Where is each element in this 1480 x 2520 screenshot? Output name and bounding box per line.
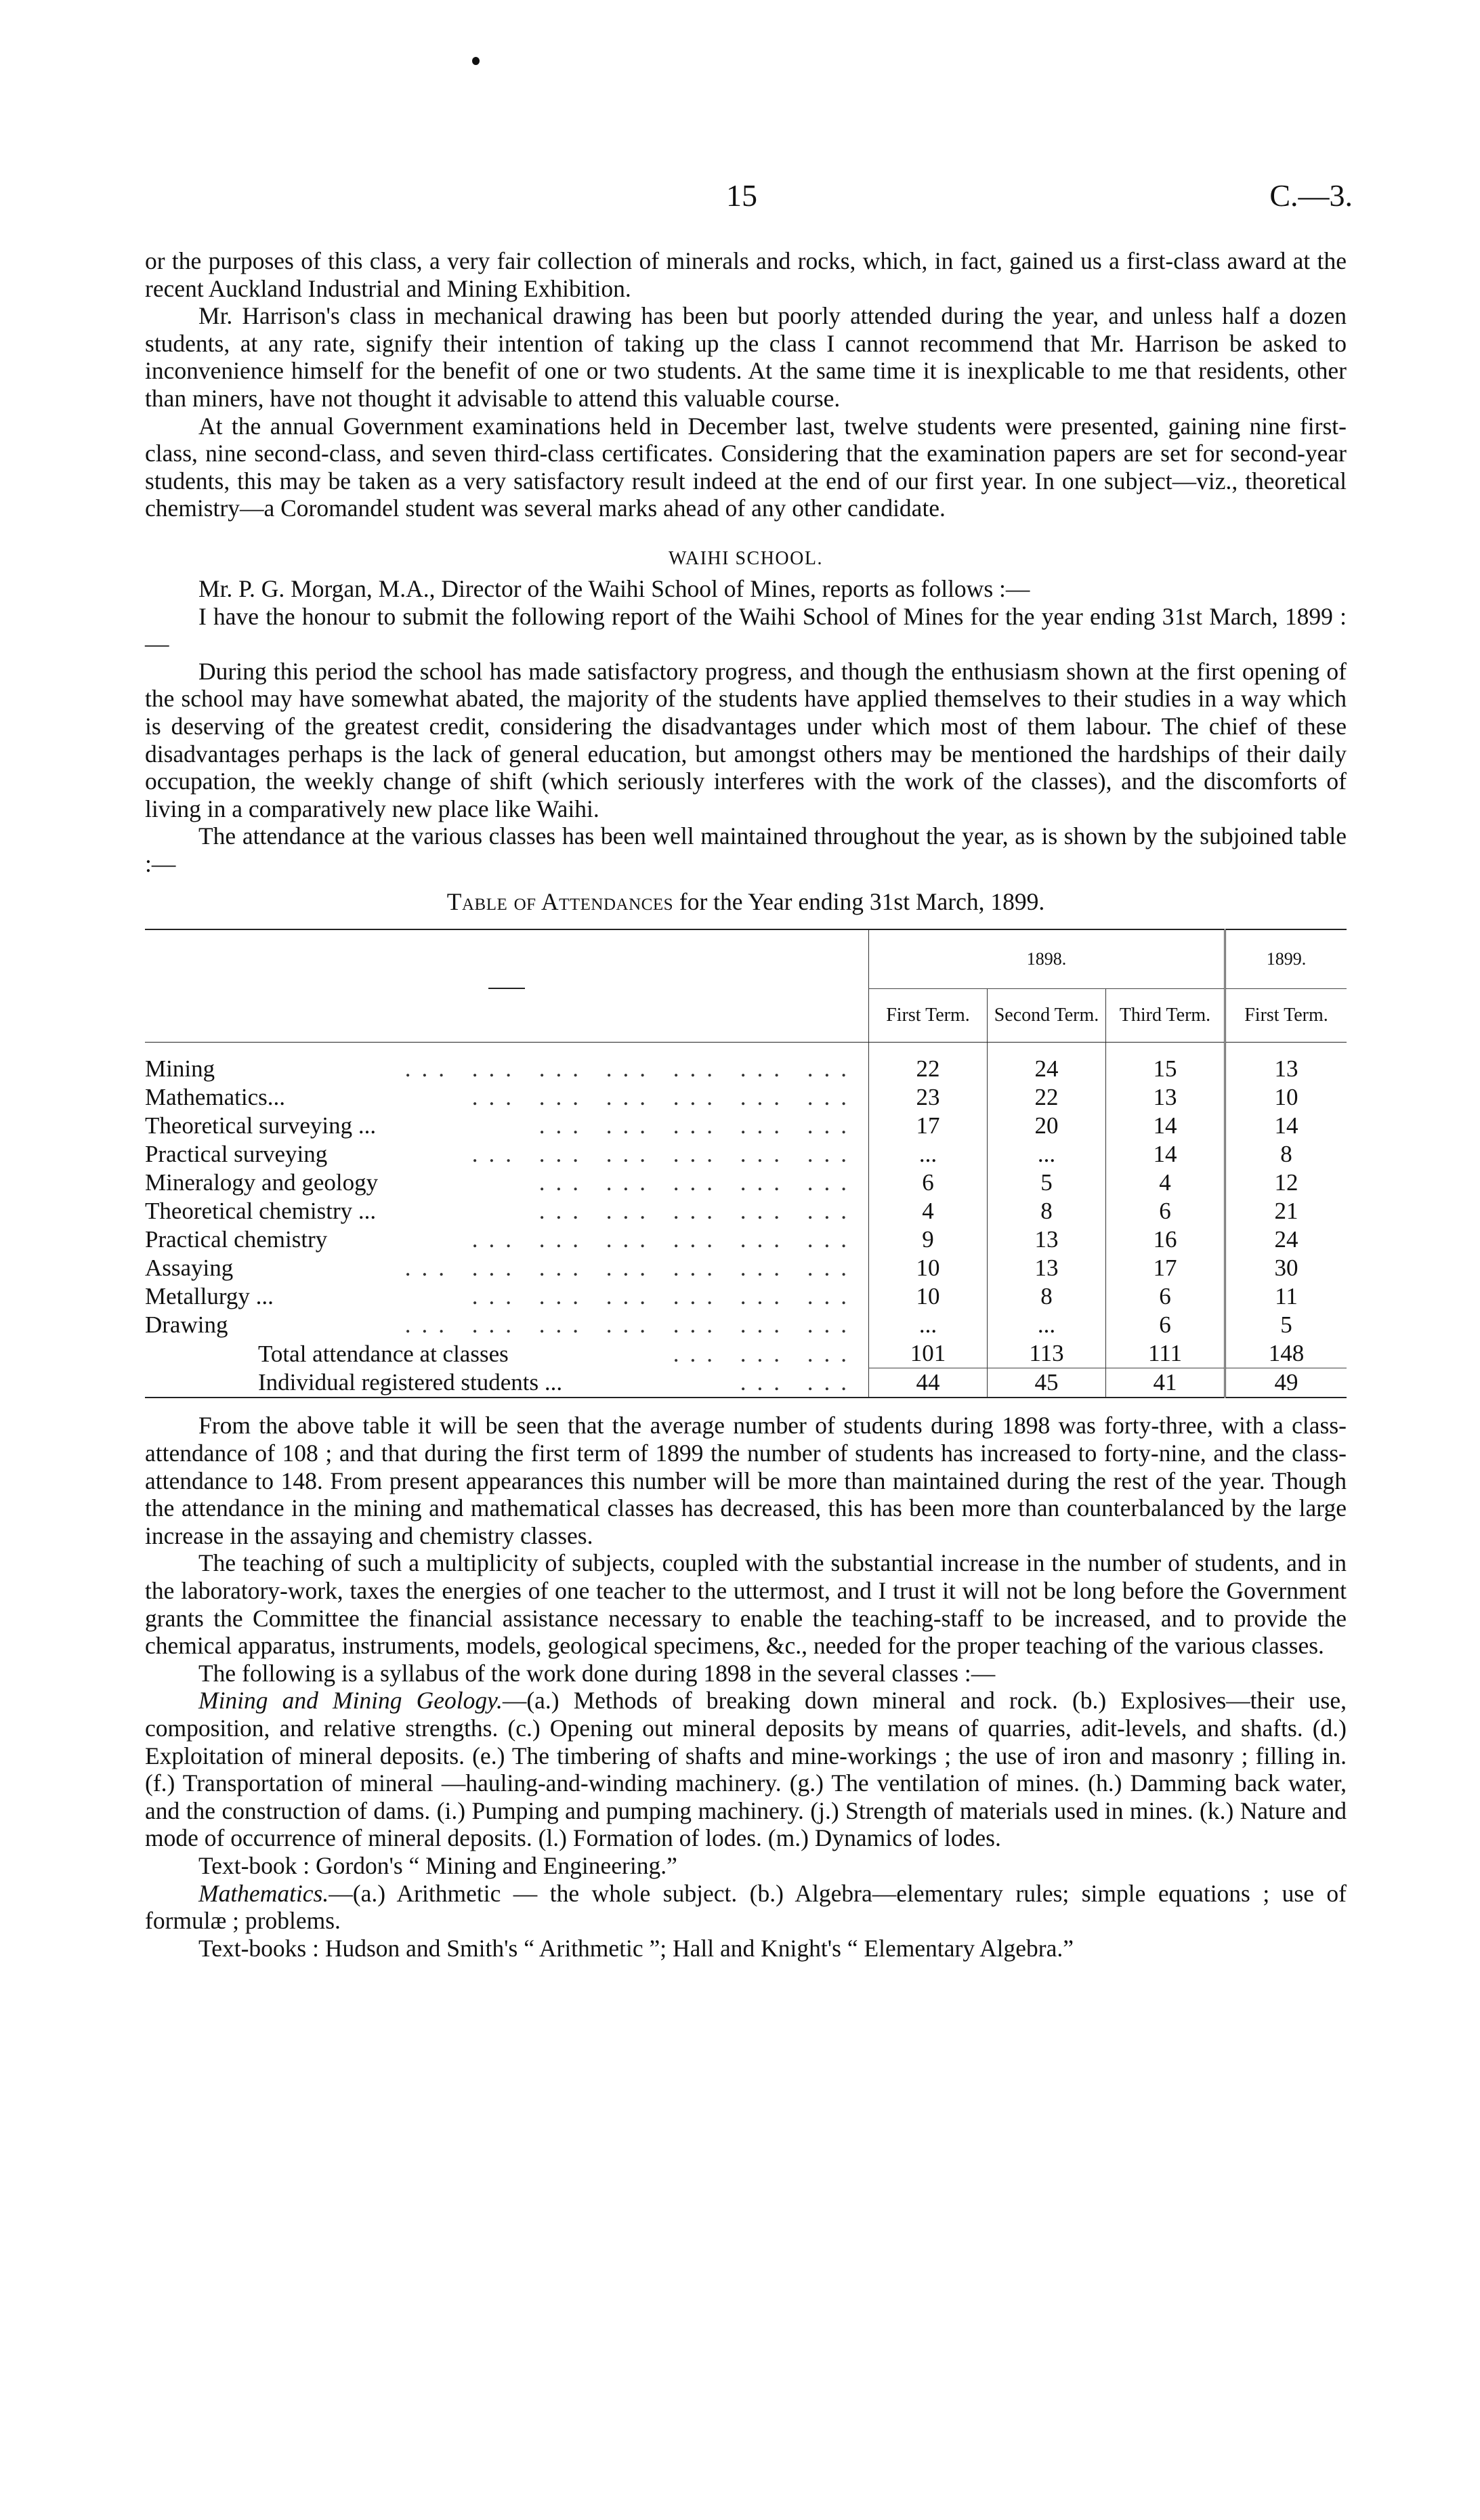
page-number: 15 <box>726 178 757 213</box>
value-cell: 8 <box>988 1282 1106 1311</box>
value-cell: 6 <box>1106 1197 1225 1225</box>
table-row <box>145 1225 1347 1254</box>
value-cell: 10 <box>1225 1083 1347 1112</box>
value-cell: 17 <box>869 1112 988 1140</box>
value-cell: 4 <box>869 1197 988 1225</box>
syllabus-title: Mathematics. <box>198 1879 329 1907</box>
subject-label: Theoretical chemistry ... <box>145 1198 380 1224</box>
leader-dots: ... ... <box>740 1369 858 1396</box>
value-cell: 22 <box>988 1083 1106 1112</box>
individual-value: 44 <box>869 1368 988 1398</box>
value-cell: 8 <box>988 1197 1106 1225</box>
paragraph: From the above table it will be seen that the average number of students during 1898 was forty-three, with a class-attendance of 108 ; and that during the first term of 1899 the number of students has increased to forty-nine, and the class-attendance to 148. From present appearances this number will be more than maintained during the rest of the year. Though the attendance in the mining and mathematical classes has decreased, this has been more than counterbalanced by the large increase in the assaying and chemistry classes. <box>145 1412 1347 1549</box>
caption-rest: for the Year ending 31st March, 1899. <box>673 888 1045 916</box>
subject-label: Mining <box>145 1055 219 1082</box>
year-1898-header: 1898. <box>869 929 1225 989</box>
value-cell: 13 <box>988 1254 1106 1282</box>
table-row <box>145 1311 1347 1339</box>
paragraph: At the annual Government examinations held in December last, twelve students were presented, gaining nine first-class, nine second-class, and seven third-class certificates. Considering that the examination papers are set for second-year students, this may be taken as a very satisfactory result indeed at the end of our first year. In one subject—viz., theoretical chemistry—a Coromandel student was several marks ahead of any other candidate. <box>145 412 1347 522</box>
year-1899-header: 1899. <box>1225 929 1347 989</box>
value-cell: 14 <box>1225 1112 1347 1140</box>
subject-cell <box>145 1112 869 1140</box>
subject-cell <box>145 1055 869 1083</box>
page-header <box>0 177 1480 218</box>
value-cell: 5 <box>1225 1311 1347 1339</box>
textbook-line: Text-book : Gordon's “ Mining and Engineering.” <box>198 1851 677 1879</box>
table-row <box>145 1140 1347 1169</box>
syllabus-body: —(a.) Arithmetic — the whole subject. (b.) Algebra—elementary rules; simple equations ; use of formulæ ; problems. <box>145 1879 1347 1935</box>
value-cell: 8 <box>1225 1140 1347 1169</box>
subject-label: Assaying <box>145 1255 237 1281</box>
spacer-cell <box>1106 1043 1225 1055</box>
value-cell: 13 <box>1106 1083 1225 1112</box>
syllabus-mining <box>145 1687 1347 1852</box>
individual-value: 41 <box>1106 1368 1225 1398</box>
spacer-cell <box>988 1043 1106 1055</box>
paragraph: During this period the school has made satisfactory progress, and though the enthusiasm shown at the first opening of the school may have somewhat abated, the majority of the students have applied themselves to their studies in a way which is deserving of the greatest credit, considering the disadvantages under which most of them labour. The chief of these disadvantages perhaps is the lack of general education, but amongst others may be mentioned the hardships of their daily occupation, the weekly change of shift (which seriously interferes with the work of the classes), and the discomforts of living in a comparatively new place like Waihi. <box>145 657 1347 822</box>
total-value: 148 <box>1225 1339 1347 1368</box>
leader-dots: ... ... ... ... ... <box>538 1112 858 1139</box>
value-cell: 21 <box>1225 1197 1347 1225</box>
table-caption <box>145 887 1347 917</box>
table-row <box>145 1055 1347 1083</box>
subject-cell <box>145 1169 869 1197</box>
subject-cell <box>145 1254 869 1282</box>
value-cell: ... <box>869 1311 988 1339</box>
table-year-row <box>145 929 1347 989</box>
subject-label: Drawing <box>145 1311 232 1338</box>
value-cell: 23 <box>869 1083 988 1112</box>
subject-cell <box>145 1282 869 1311</box>
value-cell: ... <box>988 1311 1106 1339</box>
paragraph: The attendance at the various classes has been well maintained throughout the year, as is shown by the subjoined table :— <box>145 822 1347 877</box>
spacer-row <box>145 1043 1347 1055</box>
value-cell: 14 <box>1106 1140 1225 1169</box>
value-cell: 20 <box>988 1112 1106 1140</box>
term-header: Second Term. <box>988 989 1106 1043</box>
value-cell: 10 <box>869 1282 988 1311</box>
value-cell: 13 <box>988 1225 1106 1254</box>
individual-value: 49 <box>1225 1368 1347 1398</box>
syllabus-mathematics <box>145 1880 1347 1935</box>
table-row <box>145 1169 1347 1197</box>
total-label: Total attendance at classes <box>258 1341 513 1367</box>
spacer-cell <box>145 1043 869 1055</box>
dash-mark <box>488 988 525 989</box>
subject-label: Metallurgy ... <box>145 1283 278 1309</box>
syllabus-body: —(a.) Methods of breaking down mineral and rock. (b.) Explosives—their use, composition, and relative strengths. (c.) Opening out mineral deposits by means of quarries, adit-levels, and shafts. (d.) Exploitation of mineral deposits. (e.) The timbering of shafts and mine-workings ; the use of iron and masonry ; filling in. (f.) Transportation of mineral —hauling-and-winding machinery. (g.) The ventilation of mines. (h.) Damming back water, and the construction of dams. (i.) Pumping and pumping machinery. (j.) Strength of materials used in mines. (k.) Nature and mode of occurrence of mineral deposits. (l.) Formation of lodes. (m.) Dynamics of lodes. <box>145 1687 1347 1852</box>
value-cell: 24 <box>1225 1225 1347 1254</box>
empty-header-cell <box>145 929 869 1043</box>
attendance-table <box>145 929 1347 1398</box>
leader-dots: ... ... ... ... ... <box>538 1198 858 1225</box>
paragraph: The following is a syllabus of the work done during 1898 in the several classes :— <box>198 1659 996 1687</box>
value-cell: 15 <box>1106 1055 1225 1083</box>
paragraph: or the purposes of this class, a very fair collection of minerals and rocks, which, in fact, gained us a first-class award at the recent Auckland Industrial and Mining Exhibition. <box>145 247 1347 302</box>
ink-dot <box>472 57 480 65</box>
subject-label: Theoretical surveying ... <box>145 1112 380 1139</box>
paragraph: Mr. P. G. Morgan, M.A., Director of the Waihi School of Mines, reports as follows :— <box>198 574 1030 602</box>
leader-dots: ... ... ... ... ... ... ... <box>404 1311 858 1339</box>
total-row <box>145 1339 1347 1368</box>
total-value: 101 <box>869 1339 988 1368</box>
spacer <box>145 1398 1347 1412</box>
individual-label-cell <box>145 1368 869 1398</box>
leader-dots: ... ... ... ... ... ... <box>471 1283 858 1310</box>
value-cell: 11 <box>1225 1282 1347 1311</box>
spacer-cell <box>1225 1043 1347 1055</box>
leader-dots: ... ... ... ... ... ... ... <box>404 1055 858 1083</box>
individual-row <box>145 1368 1347 1398</box>
total-label-cell <box>145 1339 869 1368</box>
total-value: 111 <box>1106 1339 1225 1368</box>
individual-value: 45 <box>988 1368 1106 1398</box>
section-heading: WAIHI SCHOOL. <box>669 547 823 569</box>
textbook-line: Text-books : Hudson and Smith's “ Arithmetic ”; Hall and Knight's “ Elementary Algebra.” <box>198 1934 1074 1962</box>
spacer-cell <box>869 1043 988 1055</box>
value-cell: 9 <box>869 1225 988 1254</box>
term-header: Third Term. <box>1106 989 1225 1043</box>
subject-cell <box>145 1225 869 1254</box>
subject-label: Mathematics... <box>145 1084 289 1110</box>
value-cell: 22 <box>869 1055 988 1083</box>
subject-cell <box>145 1197 869 1225</box>
leader-dots: ... ... ... ... ... ... <box>471 1084 858 1111</box>
value-cell: 5 <box>988 1169 1106 1197</box>
subject-label: Mineralogy and geology <box>145 1169 382 1196</box>
caption-smallcaps: Table of Attendances <box>446 888 674 916</box>
table-row <box>145 1112 1347 1140</box>
total-value: 113 <box>988 1339 1106 1368</box>
leader-dots: ... ... ... ... ... ... <box>471 1226 858 1253</box>
value-cell: 6 <box>1106 1282 1225 1311</box>
value-cell: 4 <box>1106 1169 1225 1197</box>
subject-cell <box>145 1083 869 1112</box>
paragraph: I have the honour to submit the following report of the Waihi School of Mines for the year ending 31st March, 1899 :— <box>145 602 1347 658</box>
value-cell: 10 <box>869 1254 988 1282</box>
value-cell: 6 <box>869 1169 988 1197</box>
paragraph: Mr. Harrison's class in mechanical drawing has been but poorly attended during the year, and unless half a dozen students, at any rate, signify their intention of taking up the class I cannot recommend that Mr. Harrison be asked to inconvenience himself for the benefit of one or two students. At the same time it is inexplicable to me that residents, other than miners, have not thought it advisable to attend this valuable course. <box>145 302 1347 412</box>
subject-cell <box>145 1140 869 1169</box>
term-header: First Term. <box>869 989 988 1043</box>
value-cell: 12 <box>1225 1169 1347 1197</box>
subject-label: Practical chemistry <box>145 1226 331 1253</box>
term-header: First Term. <box>1225 989 1347 1043</box>
table-row <box>145 1282 1347 1311</box>
leader-dots: ... ... ... ... ... ... ... <box>404 1255 858 1282</box>
value-cell: ... <box>988 1140 1106 1169</box>
value-cell: 17 <box>1106 1254 1225 1282</box>
table-row <box>145 1083 1347 1112</box>
subject-label: Practical surveying <box>145 1141 331 1167</box>
leader-dots: ... ... ... ... ... <box>538 1169 858 1196</box>
syllabus-title: Mining and Mining Geology. <box>198 1687 503 1715</box>
table-row <box>145 1197 1347 1225</box>
table-row <box>145 1254 1347 1282</box>
value-cell: 16 <box>1106 1225 1225 1254</box>
value-cell: ... <box>869 1140 988 1169</box>
individual-label: Individual registered students ... <box>258 1369 566 1395</box>
paragraph: The teaching of such a multiplicity of subjects, coupled with the substantial increase in the number of students, and in the laboratory-work, taxes the energies of one teacher to the uttermost, and I trust it will not be long before the Government grants the Committee the financial assistance necessary to enable the teaching-staff to be increased, and to provide the chemical apparatus, instruments, models, geological specimens, &c., needed for the proper teaching of the various classes. <box>145 1549 1347 1660</box>
page-body <box>145 247 1347 1962</box>
leader-dots: ... ... ... ... ... ... <box>471 1141 858 1168</box>
leader-dots: ... ... ... <box>673 1340 858 1367</box>
value-cell: 14 <box>1106 1112 1225 1140</box>
subject-cell <box>145 1311 869 1339</box>
value-cell: 30 <box>1225 1254 1347 1282</box>
value-cell: 6 <box>1106 1311 1225 1339</box>
value-cell: 13 <box>1225 1055 1347 1083</box>
document-reference: C.—3. <box>1269 178 1353 213</box>
value-cell: 24 <box>988 1055 1106 1083</box>
